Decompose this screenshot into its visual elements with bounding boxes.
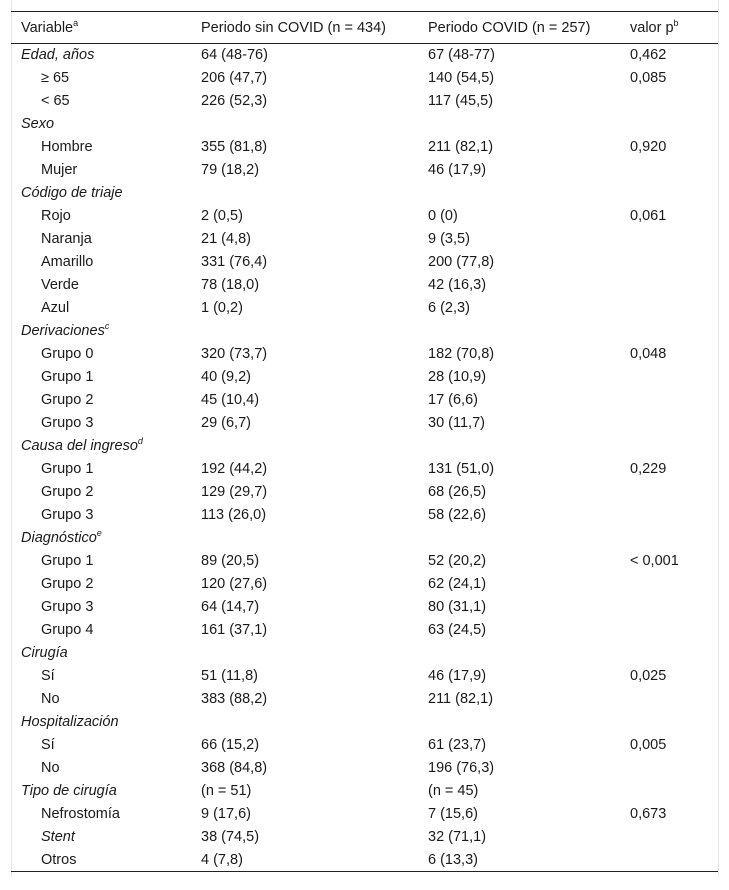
label-text: Hospitalización — [21, 714, 119, 730]
value-covid: 63 (24,5) — [428, 622, 487, 638]
p-value: 0,085 — [630, 70, 667, 86]
value-sin-covid: (n = 51) — [201, 783, 252, 799]
value-covid — [418, 435, 620, 458]
table-row — [11, 274, 718, 297]
value-covid: 42 (16,3) — [428, 277, 487, 293]
footnote-sup: c — [104, 321, 110, 332]
row-label — [11, 573, 191, 596]
table-row — [11, 780, 718, 803]
value-sin-covid — [191, 642, 418, 665]
value-sin-covid: 129 (29,7) — [201, 484, 268, 500]
label-text: Derivaciones — [21, 323, 105, 339]
category-label — [11, 182, 191, 205]
table-row — [11, 297, 718, 320]
data-table — [11, 11, 718, 872]
p-value — [620, 849, 718, 872]
table-row — [11, 711, 718, 734]
row-label — [11, 849, 191, 872]
table-row — [11, 205, 718, 228]
value-covid: 30 (11,7) — [428, 415, 485, 431]
table-row — [11, 665, 718, 688]
value-covid: 52 (20,2) — [428, 553, 487, 569]
label-text: Grupo 2 — [41, 392, 94, 408]
row-label — [11, 757, 191, 780]
value-sin-covid: 368 (84,8) — [201, 760, 268, 776]
row-label — [11, 550, 191, 573]
category-label — [11, 780, 191, 803]
p-value — [620, 780, 718, 803]
label-text: Grupo 1 — [41, 369, 94, 385]
p-value — [620, 274, 718, 297]
table-row — [11, 803, 718, 826]
value-covid: 182 (70,8) — [428, 346, 495, 362]
category-label — [11, 642, 191, 665]
table-row — [11, 90, 718, 113]
value-covid: 117 (45,5) — [428, 93, 494, 109]
table-row — [11, 113, 718, 136]
value-covid — [418, 642, 620, 665]
p-value — [620, 573, 718, 596]
value-covid: 68 (26,5) — [428, 484, 487, 500]
value-sin-covid: 64 (48-76) — [201, 47, 268, 64]
p-value — [620, 412, 718, 435]
value-covid: (n = 45) — [428, 783, 479, 799]
label-text: Grupo 2 — [41, 484, 94, 500]
p-value — [620, 159, 718, 182]
row-label — [11, 665, 191, 688]
header-variable-text: Variable — [21, 19, 74, 36]
p-value — [620, 251, 718, 274]
p-value: 0,462 — [630, 47, 667, 64]
row-label — [11, 366, 191, 389]
value-covid: 131 (51,0) — [428, 461, 495, 477]
value-sin-covid — [191, 435, 418, 458]
p-value — [620, 182, 718, 205]
table-row — [11, 481, 718, 504]
value-sin-covid: 206 (47,7) — [201, 70, 268, 86]
table-row — [11, 596, 718, 619]
label-text: Otros — [41, 851, 77, 868]
value-sin-covid — [191, 182, 418, 205]
footnote-sup: d — [137, 436, 143, 447]
category-label — [11, 320, 191, 343]
table-row — [11, 550, 718, 573]
value-sin-covid — [191, 320, 418, 343]
table-row — [11, 320, 718, 343]
label-text: Mujer — [41, 162, 78, 178]
label-text: < 65 — [41, 93, 70, 109]
row-label — [11, 826, 191, 849]
p-value — [620, 527, 718, 550]
p-value: 0,920 — [630, 139, 667, 155]
label-text: Edad, años — [21, 47, 95, 64]
header-pvalue-sup: b — [673, 17, 679, 28]
label-text: Grupo 3 — [41, 415, 94, 431]
table-row — [11, 136, 718, 159]
table-row — [11, 734, 718, 757]
row-label — [11, 688, 191, 711]
category-label — [11, 527, 191, 550]
table-row — [11, 435, 718, 458]
label-text: Grupo 1 — [41, 461, 94, 477]
value-covid: 80 (31,1) — [428, 599, 487, 615]
table-row — [11, 366, 718, 389]
footnote-sup: e — [96, 528, 102, 539]
value-covid: 7 (15,6) — [428, 806, 478, 822]
p-value — [620, 297, 718, 320]
row-label — [11, 136, 191, 159]
p-value: 0,005 — [630, 737, 667, 753]
label-text: Diagnóstico — [21, 530, 97, 546]
table-body — [11, 44, 718, 872]
value-covid: 6 (2,3) — [428, 300, 470, 316]
table-row — [11, 573, 718, 596]
category-label — [11, 44, 191, 67]
label-text: ≥ 65 — [41, 70, 70, 86]
value-sin-covid: 21 (4,8) — [201, 231, 251, 247]
value-covid: 0 (0) — [428, 208, 458, 224]
value-sin-covid — [191, 113, 418, 136]
p-value — [620, 366, 718, 389]
value-sin-covid: 89 (20,5) — [201, 553, 260, 569]
value-sin-covid: 113 (26,0) — [201, 507, 267, 523]
value-sin-covid: 192 (44,2) — [201, 461, 268, 477]
value-covid — [418, 182, 620, 205]
header-covid: Periodo COVID (n = 257) — [428, 19, 591, 36]
value-covid: 32 (71,1) — [428, 829, 487, 845]
p-value — [620, 619, 718, 642]
label-text: Causa del ingreso — [21, 438, 138, 454]
table-row — [11, 389, 718, 412]
value-covid: 6 (13,3) — [428, 851, 478, 868]
value-covid: 17 (6,6) — [428, 392, 478, 408]
value-sin-covid: 78 (18,0) — [201, 277, 260, 293]
p-value — [620, 642, 718, 665]
row-label — [11, 803, 191, 826]
label-text: Amarillo — [41, 254, 94, 270]
value-covid: 196 (76,3) — [428, 760, 495, 776]
label-text: Grupo 1 — [41, 553, 94, 569]
table-row — [11, 159, 718, 182]
table-row — [11, 757, 718, 780]
table-row — [11, 849, 718, 872]
label-text: Grupo 0 — [41, 346, 94, 362]
row-label — [11, 343, 191, 366]
row-label — [11, 389, 191, 412]
value-sin-covid: 4 (7,8) — [201, 851, 243, 868]
row-label — [11, 458, 191, 481]
row-label — [11, 297, 191, 320]
p-value — [620, 504, 718, 527]
row-label — [11, 205, 191, 228]
table-row — [11, 458, 718, 481]
table-row — [11, 826, 718, 849]
p-value — [620, 113, 718, 136]
label-text: Grupo 2 — [41, 576, 94, 592]
value-sin-covid — [191, 711, 418, 734]
label-text: No — [41, 760, 60, 776]
table-row — [11, 688, 718, 711]
p-value: 0,229 — [630, 461, 667, 477]
value-covid: 140 (54,5) — [428, 70, 495, 86]
table-row — [11, 44, 718, 67]
row-label — [11, 412, 191, 435]
value-sin-covid: 120 (27,6) — [201, 576, 268, 592]
value-sin-covid: 1 (0,2) — [201, 300, 243, 316]
value-covid — [418, 527, 620, 550]
value-sin-covid — [191, 527, 418, 550]
header-variable-sup: a — [73, 17, 79, 28]
value-covid — [418, 711, 620, 734]
p-value — [620, 481, 718, 504]
value-sin-covid: 66 (15,2) — [201, 737, 260, 753]
p-value — [620, 90, 718, 113]
value-sin-covid: 226 (52,3) — [201, 93, 268, 109]
table-row — [11, 67, 718, 90]
label-text: Cirugía — [21, 645, 68, 661]
row-label — [11, 734, 191, 757]
row-label — [11, 67, 191, 90]
value-sin-covid: 161 (37,1) — [201, 622, 268, 638]
table-row — [11, 343, 718, 366]
value-covid: 211 (82,1) — [428, 691, 494, 707]
label-text: Código de triaje — [21, 185, 123, 201]
value-covid: 67 (48-77) — [428, 47, 495, 64]
label-text: Sí — [41, 737, 55, 753]
value-sin-covid: 38 (74,5) — [201, 829, 260, 845]
value-covid: 46 (17,9) — [428, 668, 487, 684]
table-row — [11, 504, 718, 527]
header-sin-covid: Periodo sin COVID (n = 434) — [201, 19, 386, 36]
value-covid: 58 (22,6) — [428, 507, 487, 523]
label-text: Naranja — [41, 231, 92, 247]
label-text: Verde — [41, 277, 79, 293]
value-covid — [418, 320, 620, 343]
label-text: Rojo — [41, 208, 71, 224]
label-text: Sí — [41, 668, 55, 684]
value-sin-covid: 51 (11,8) — [201, 668, 258, 684]
value-covid: 200 (77,8) — [428, 254, 495, 270]
p-value — [620, 711, 718, 734]
header-variable — [11, 12, 191, 44]
p-value — [620, 320, 718, 343]
row-label — [11, 228, 191, 251]
table-row — [11, 182, 718, 205]
category-label — [11, 113, 191, 136]
value-sin-covid: 64 (14,7) — [201, 599, 260, 615]
label-text: Nefrostomía — [41, 806, 120, 822]
value-covid — [418, 113, 620, 136]
row-label — [11, 481, 191, 504]
table-row — [11, 412, 718, 435]
value-covid: 9 (3,5) — [428, 231, 470, 247]
p-value — [620, 228, 718, 251]
header-pvalue-text: valor p — [630, 19, 674, 36]
p-value — [620, 688, 718, 711]
p-value: 0,061 — [630, 208, 667, 224]
table-row — [11, 228, 718, 251]
value-covid: 28 (10,9) — [428, 369, 487, 385]
label-text: Hombre — [41, 139, 93, 155]
p-value — [620, 826, 718, 849]
p-value — [620, 389, 718, 412]
value-covid: 46 (17,9) — [428, 162, 487, 178]
label-text: Tipo de cirugía — [21, 783, 117, 799]
table-row — [11, 642, 718, 665]
p-value: < 0,001 — [630, 553, 679, 569]
value-sin-covid: 9 (17,6) — [201, 806, 251, 822]
category-label — [11, 435, 191, 458]
p-value: 0,673 — [630, 806, 667, 822]
value-sin-covid: 79 (18,2) — [201, 162, 260, 178]
label-text: Grupo 3 — [41, 507, 94, 523]
table-row — [11, 251, 718, 274]
value-sin-covid: 2 (0,5) — [201, 208, 243, 224]
value-covid: 61 (23,7) — [428, 737, 487, 753]
label-text: Azul — [41, 300, 70, 316]
table-row — [11, 619, 718, 642]
p-value — [620, 757, 718, 780]
row-label — [11, 159, 191, 182]
header-row — [11, 12, 718, 44]
header-pvalue — [620, 12, 718, 44]
value-covid: 211 (82,1) — [428, 139, 494, 155]
row-label — [11, 596, 191, 619]
p-value: 0,025 — [630, 668, 667, 684]
p-value — [620, 435, 718, 458]
value-sin-covid: 40 (9,2) — [201, 369, 251, 385]
label-text: Stent — [41, 829, 75, 845]
label-text: Grupo 4 — [41, 622, 94, 638]
category-label — [11, 711, 191, 734]
p-value — [620, 596, 718, 619]
value-sin-covid: 383 (88,2) — [201, 691, 268, 707]
row-label — [11, 274, 191, 297]
value-sin-covid: 45 (10,4) — [201, 392, 260, 408]
value-sin-covid: 355 (81,8) — [201, 139, 268, 155]
p-value: 0,048 — [630, 346, 667, 362]
value-sin-covid: 320 (73,7) — [201, 346, 268, 362]
value-sin-covid: 331 (76,4) — [201, 254, 268, 270]
label-text: No — [41, 691, 60, 707]
row-label — [11, 90, 191, 113]
table-row — [11, 527, 718, 550]
label-text: Grupo 3 — [41, 599, 94, 615]
value-sin-covid: 29 (6,7) — [201, 415, 251, 431]
value-covid: 62 (24,1) — [428, 576, 487, 592]
row-label — [11, 251, 191, 274]
row-label — [11, 504, 191, 527]
label-text: Sexo — [21, 116, 55, 132]
row-label — [11, 619, 191, 642]
